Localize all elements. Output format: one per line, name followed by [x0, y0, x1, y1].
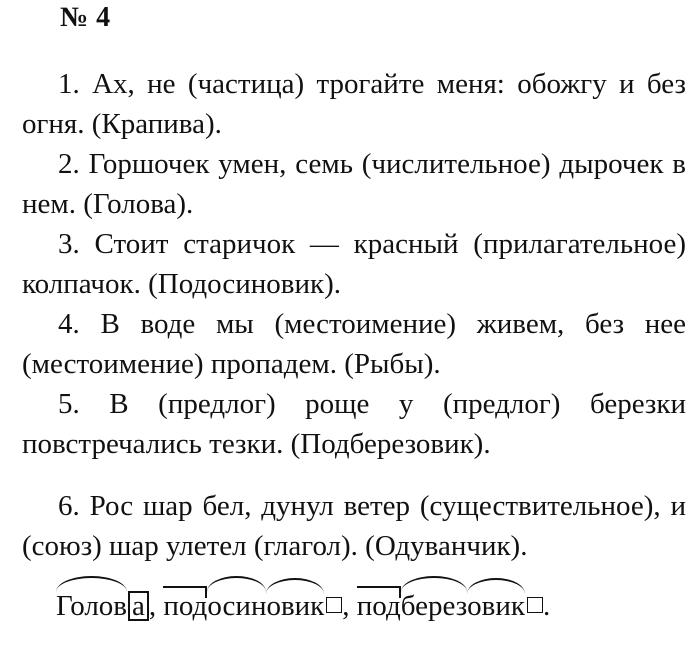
separator: ,: [148, 590, 164, 622]
prefix-mark: [357, 586, 401, 598]
riddle-item-2: 2. Горшочек умен, семь (числительное) дырочек в нем. (Голова).: [22, 148, 686, 220]
word2-prefix: под: [163, 586, 207, 626]
word1-root: Голов: [56, 584, 127, 626]
riddle-item-3: 3. Стоит старичок — красный (прилагательное) колпачок. (Подосиновик).: [22, 228, 686, 300]
suffix-arc: [467, 578, 525, 594]
word2-zero-ending-box: [326, 597, 342, 613]
prefix-mark: [163, 586, 207, 598]
word2-suffix: овик: [266, 586, 324, 626]
word2-root: осин: [207, 584, 266, 626]
root-arc: [401, 576, 467, 592]
suffix-arc: [266, 578, 324, 594]
word3-zero-ending-box: [527, 597, 543, 613]
word3-suffix: овик: [467, 586, 525, 626]
riddle-item-4: 4. В воде мы (местоимение) живем, без нее (местоимение) пропадем. (Рыбы).: [22, 308, 686, 380]
word1-ending-box: а: [128, 591, 149, 621]
word3-prefix: под: [357, 586, 401, 626]
exercise-items: [22, 64, 686, 566]
word3-root: берез: [401, 584, 467, 626]
root-arc: [56, 576, 127, 592]
separator: ,: [342, 590, 357, 622]
riddle-item-5: 5. В (предлог) роще у (предлог) березки повстречались тезки. (Подберезовик).: [22, 388, 686, 460]
riddle-item-6: 6. Рос шар бел, дунул ветер (существительное), и (союз) шар улетел (глагол). (Одуванчик).: [22, 490, 686, 562]
period: .: [542, 590, 551, 622]
riddle-item-1: 1. Ах, не (частица) трогайте меня: обожгу и без огня. (Крапива).: [22, 68, 686, 140]
exercise-number: № 4: [60, 2, 111, 33]
morpheme-analysis: [56, 584, 550, 626]
root-arc: [207, 576, 266, 592]
